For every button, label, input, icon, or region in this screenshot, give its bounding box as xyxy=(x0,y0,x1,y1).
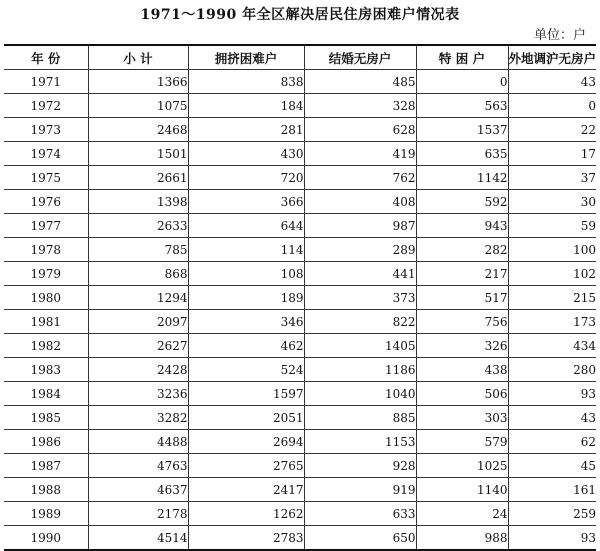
crowded-cell: 644 xyxy=(188,214,304,238)
married-cell: 987 xyxy=(304,214,416,238)
transferred-cell: 434 xyxy=(508,334,596,358)
year-cell: 1980 xyxy=(4,286,88,310)
transferred-cell: 45 xyxy=(508,454,596,478)
married-cell: 441 xyxy=(304,262,416,286)
year-cell: 1984 xyxy=(4,382,88,406)
subtotal-cell: 4763 xyxy=(88,454,188,478)
crowded-cell: 114 xyxy=(188,238,304,262)
transferred-cell: 93 xyxy=(508,382,596,406)
transferred-cell: 0 xyxy=(508,94,596,118)
special-cell: 438 xyxy=(416,358,508,382)
crowded-cell: 430 xyxy=(188,142,304,166)
subtotal-cell: 1366 xyxy=(88,70,188,94)
crowded-cell: 524 xyxy=(188,358,304,382)
special-cell: 303 xyxy=(416,406,508,430)
special-cell: 756 xyxy=(416,310,508,334)
year-cell: 1985 xyxy=(4,406,88,430)
special-cell: 635 xyxy=(416,142,508,166)
table-row xyxy=(4,118,596,142)
table-row xyxy=(4,406,596,430)
married-cell: 762 xyxy=(304,166,416,190)
transferred-cell: 62 xyxy=(508,430,596,454)
crowded-cell: 720 xyxy=(188,166,304,190)
crowded-cell: 2765 xyxy=(188,454,304,478)
crowded-cell: 1262 xyxy=(188,502,304,526)
married-cell: 919 xyxy=(304,478,416,502)
crowded-cell: 346 xyxy=(188,310,304,334)
transferred-cell: 173 xyxy=(508,310,596,334)
table-row xyxy=(4,310,596,334)
special-cell: 988 xyxy=(416,526,508,551)
subtotal-cell: 2468 xyxy=(88,118,188,142)
married-cell: 928 xyxy=(304,454,416,478)
special-cell: 1142 xyxy=(416,166,508,190)
subtotal-cell: 2661 xyxy=(88,166,188,190)
married-cell: 289 xyxy=(304,238,416,262)
transferred-cell: 259 xyxy=(508,502,596,526)
table-row xyxy=(4,454,596,478)
subtotal-cell: 2633 xyxy=(88,214,188,238)
transferred-cell: 37 xyxy=(508,166,596,190)
table-row xyxy=(4,262,596,286)
table-row xyxy=(4,358,596,382)
subtotal-cell: 3282 xyxy=(88,406,188,430)
crowded-cell: 2417 xyxy=(188,478,304,502)
table-row xyxy=(4,478,596,502)
special-cell: 1140 xyxy=(416,478,508,502)
special-cell: 943 xyxy=(416,214,508,238)
special-cell: 1537 xyxy=(416,118,508,142)
table-row xyxy=(4,526,596,551)
transferred-cell: 59 xyxy=(508,214,596,238)
year-cell: 1971 xyxy=(4,70,88,94)
transferred-cell: 30 xyxy=(508,190,596,214)
transferred-cell: 43 xyxy=(508,406,596,430)
subtotal-cell: 4637 xyxy=(88,478,188,502)
year-cell: 1982 xyxy=(4,334,88,358)
married-cell: 1405 xyxy=(304,334,416,358)
special-cell: 579 xyxy=(416,430,508,454)
header-crowded: 拥挤困难户 xyxy=(188,45,304,70)
year-cell: 1989 xyxy=(4,502,88,526)
table-body xyxy=(4,70,596,551)
subtotal-cell: 4488 xyxy=(88,430,188,454)
married-cell: 885 xyxy=(304,406,416,430)
married-cell: 822 xyxy=(304,310,416,334)
crowded-cell: 1597 xyxy=(188,382,304,406)
crowded-cell: 462 xyxy=(188,334,304,358)
year-cell: 1983 xyxy=(4,358,88,382)
table-row xyxy=(4,382,596,406)
married-cell: 628 xyxy=(304,118,416,142)
year-cell: 1990 xyxy=(4,526,88,551)
subtotal-cell: 1398 xyxy=(88,190,188,214)
header-subtotal: 小 计 xyxy=(88,45,188,70)
transferred-cell: 22 xyxy=(508,118,596,142)
transferred-cell: 102 xyxy=(508,262,596,286)
subtotal-cell: 1075 xyxy=(88,94,188,118)
page-title: 1971～1990 年全区解决居民住房困难户情况表 xyxy=(140,7,460,23)
year-cell: 1973 xyxy=(4,118,88,142)
subtotal-cell: 3236 xyxy=(88,382,188,406)
year-cell: 1974 xyxy=(4,142,88,166)
year-cell: 1972 xyxy=(4,94,88,118)
married-cell: 1153 xyxy=(304,430,416,454)
married-cell: 633 xyxy=(304,502,416,526)
table-row xyxy=(4,286,596,310)
crowded-cell: 2783 xyxy=(188,526,304,551)
transferred-cell: 161 xyxy=(508,478,596,502)
year-cell: 1977 xyxy=(4,214,88,238)
housing-table xyxy=(4,44,596,551)
subtotal-cell: 2428 xyxy=(88,358,188,382)
subtotal-cell: 1294 xyxy=(88,286,188,310)
table-row xyxy=(4,430,596,454)
crowded-cell: 2051 xyxy=(188,406,304,430)
table-header-row xyxy=(4,45,596,70)
table-row xyxy=(4,94,596,118)
special-cell: 0 xyxy=(416,70,508,94)
crowded-cell: 366 xyxy=(188,190,304,214)
married-cell: 328 xyxy=(304,94,416,118)
header-married-no-housing: 结婚无房户 xyxy=(304,45,416,70)
table-row xyxy=(4,214,596,238)
table-row xyxy=(4,502,596,526)
married-cell: 485 xyxy=(304,70,416,94)
crowded-cell: 2694 xyxy=(188,430,304,454)
transferred-cell: 43 xyxy=(508,70,596,94)
table-row xyxy=(4,70,596,94)
header-year: 年 份 xyxy=(4,45,88,70)
special-cell: 282 xyxy=(416,238,508,262)
transferred-cell: 17 xyxy=(508,142,596,166)
special-cell: 592 xyxy=(416,190,508,214)
year-cell: 1979 xyxy=(4,262,88,286)
year-cell: 1975 xyxy=(4,166,88,190)
crowded-cell: 184 xyxy=(188,94,304,118)
special-cell: 326 xyxy=(416,334,508,358)
married-cell: 373 xyxy=(304,286,416,310)
year-cell: 1986 xyxy=(4,430,88,454)
subtotal-cell: 1501 xyxy=(88,142,188,166)
year-cell: 1988 xyxy=(4,478,88,502)
subtotal-cell: 2627 xyxy=(88,334,188,358)
subtotal-cell: 785 xyxy=(88,238,188,262)
header-special-hardship: 特 困 户 xyxy=(416,45,508,70)
header-transferred-no-housing: 外地调沪无房户 xyxy=(508,45,596,70)
crowded-cell: 838 xyxy=(188,70,304,94)
transferred-cell: 100 xyxy=(508,238,596,262)
married-cell: 1186 xyxy=(304,358,416,382)
special-cell: 24 xyxy=(416,502,508,526)
special-cell: 517 xyxy=(416,286,508,310)
special-cell: 1025 xyxy=(416,454,508,478)
transferred-cell: 280 xyxy=(508,358,596,382)
subtotal-cell: 4514 xyxy=(88,526,188,551)
married-cell: 408 xyxy=(304,190,416,214)
crowded-cell: 281 xyxy=(188,118,304,142)
unit-label: 单位：户 xyxy=(533,28,586,43)
married-cell: 650 xyxy=(304,526,416,551)
year-cell: 1978 xyxy=(4,238,88,262)
married-cell: 419 xyxy=(304,142,416,166)
table-row xyxy=(4,142,596,166)
subtotal-cell: 868 xyxy=(88,262,188,286)
transferred-cell: 215 xyxy=(508,286,596,310)
subtotal-cell: 2097 xyxy=(88,310,188,334)
married-cell: 1040 xyxy=(304,382,416,406)
special-cell: 217 xyxy=(416,262,508,286)
crowded-cell: 108 xyxy=(188,262,304,286)
table-row xyxy=(4,238,596,262)
crowded-cell: 189 xyxy=(188,286,304,310)
special-cell: 563 xyxy=(416,94,508,118)
table-row xyxy=(4,166,596,190)
table-row xyxy=(4,190,596,214)
special-cell: 506 xyxy=(416,382,508,406)
table-row xyxy=(4,334,596,358)
year-cell: 1976 xyxy=(4,190,88,214)
transferred-cell: 93 xyxy=(508,526,596,551)
subtotal-cell: 2178 xyxy=(88,502,188,526)
year-cell: 1987 xyxy=(4,454,88,478)
year-cell: 1981 xyxy=(4,310,88,334)
